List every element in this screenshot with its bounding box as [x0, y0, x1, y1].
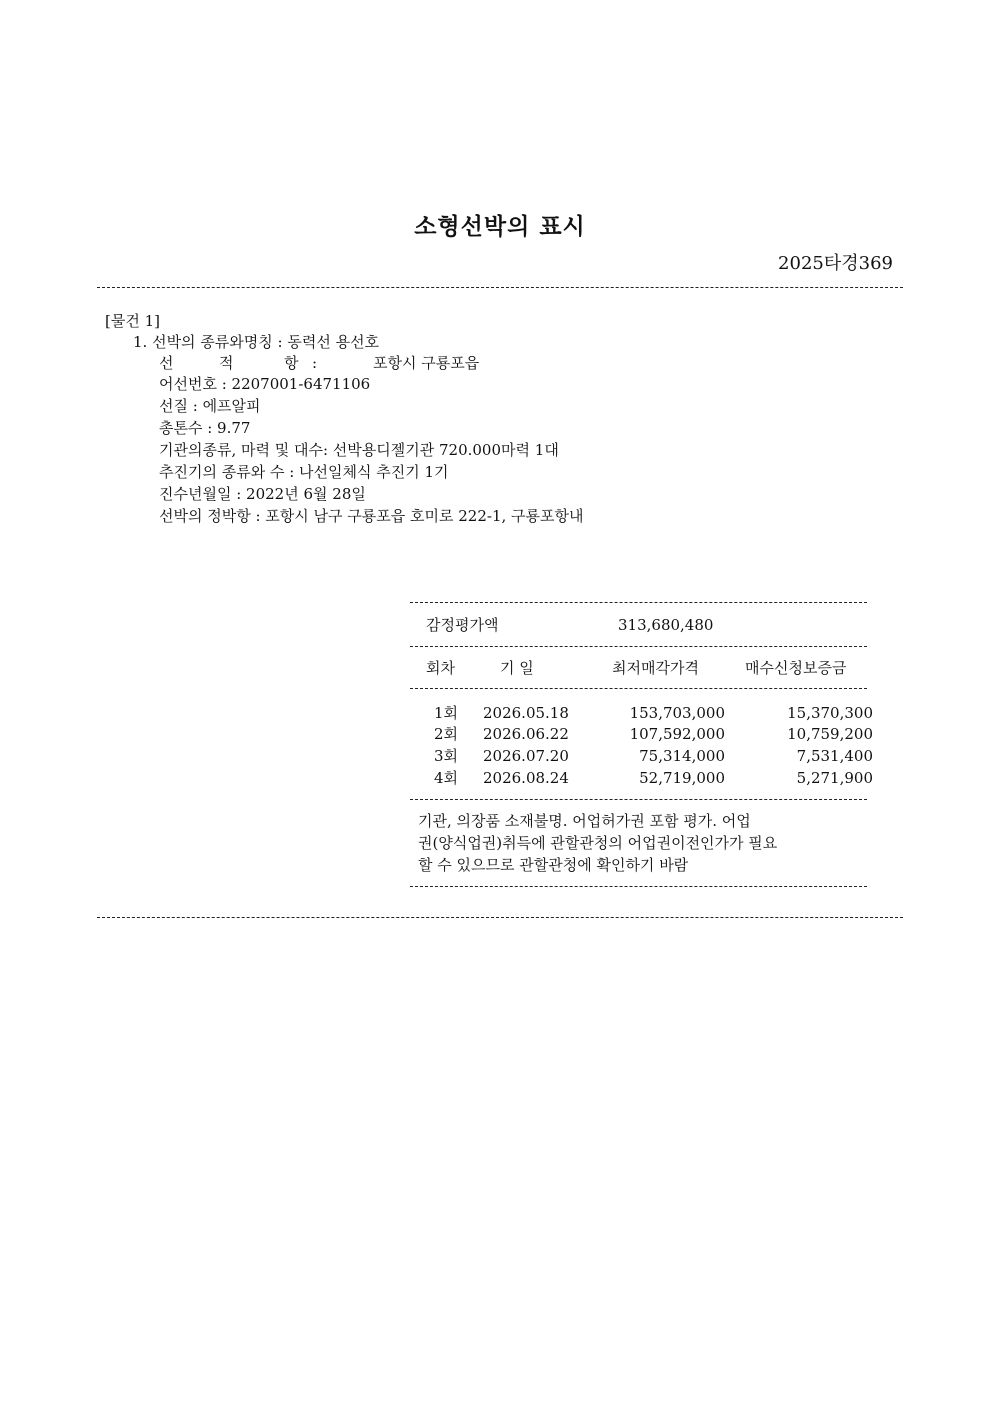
note-line-1: 기관, 의장품 소재불명. 어업허가권 포함 평가. 어업: [418, 812, 751, 830]
fishing-vessel-number: 어선번호 : 2207001-6471106: [159, 375, 371, 393]
port-char-3: 항: [284, 354, 299, 372]
row-round: 3회: [433, 747, 458, 765]
row-date: 2026.07.20: [483, 747, 569, 765]
gross-tonnage: 총톤수 : 9.77: [159, 419, 251, 437]
row-round: 4회: [433, 769, 458, 787]
port-value: 포항시 구룡포읍: [373, 354, 480, 372]
note-line-2: 권(양식업권)취득에 관할관청의 어업권이전인가가 필요: [418, 834, 778, 852]
box-divider-table: [410, 799, 867, 800]
header-round: 회차: [426, 659, 455, 677]
appraisal-label: 감정평가액: [426, 616, 499, 634]
box-divider-header: [410, 688, 867, 689]
propeller-info: 추진기의 종류와 수 : 나선일체식 추진기 1기: [159, 463, 449, 481]
item-header: [물건 1]: [105, 312, 160, 330]
box-divider-bottom: [410, 886, 867, 887]
row-date: 2026.08.24: [483, 769, 569, 787]
port-char-2: 적: [219, 354, 234, 372]
case-number: 2025타경369: [778, 253, 893, 274]
engine-info: 기관의종류, 마력 및 대수: 선박용디젤기관 720.000마력 1대: [159, 441, 559, 459]
header-deposit: 매수신청보증금: [745, 659, 847, 677]
port-colon: :: [312, 354, 318, 372]
header-date: 기 일: [500, 659, 534, 677]
header-min-price: 최저매각가격: [612, 659, 699, 677]
anchorage-port: 선박의 정박항 : 포항시 남구 구룡포읍 호미로 222-1, 구룡포항내: [159, 507, 584, 525]
row-date: 2026.05.18: [483, 704, 569, 722]
row-date: 2026.06.22: [483, 725, 569, 743]
box-divider-top: [410, 602, 867, 603]
document-title: 소형선박의 표시: [414, 214, 586, 240]
bottom-divider: [97, 917, 903, 918]
port-char-1: 선: [159, 354, 174, 372]
row-min-price: 153,703,000: [629, 704, 725, 722]
row-deposit: 15,370,300: [787, 704, 873, 722]
hull-material: 선질 : 에프알피: [159, 397, 261, 415]
appraisal-value: 313,680,480: [618, 616, 714, 634]
row-round: 2회: [433, 725, 458, 743]
row-min-price: 52,719,000: [639, 769, 725, 787]
launch-date: 진수년월일 : 2022년 6월 28일: [159, 485, 366, 503]
row-deposit: 5,271,900: [796, 769, 873, 787]
box-divider-appraisal: [410, 646, 867, 647]
row-deposit: 10,759,200: [787, 725, 873, 743]
row-min-price: 75,314,000: [639, 747, 725, 765]
top-divider: [97, 287, 903, 288]
vessel-type-name: 1. 선박의 종류와명칭 : 동력선 용선호: [133, 333, 380, 351]
row-round: 1회: [433, 704, 458, 722]
row-min-price: 107,592,000: [629, 725, 725, 743]
row-deposit: 7,531,400: [796, 747, 873, 765]
note-line-3: 할 수 있으므로 관할관청에 확인하기 바람: [418, 856, 689, 874]
